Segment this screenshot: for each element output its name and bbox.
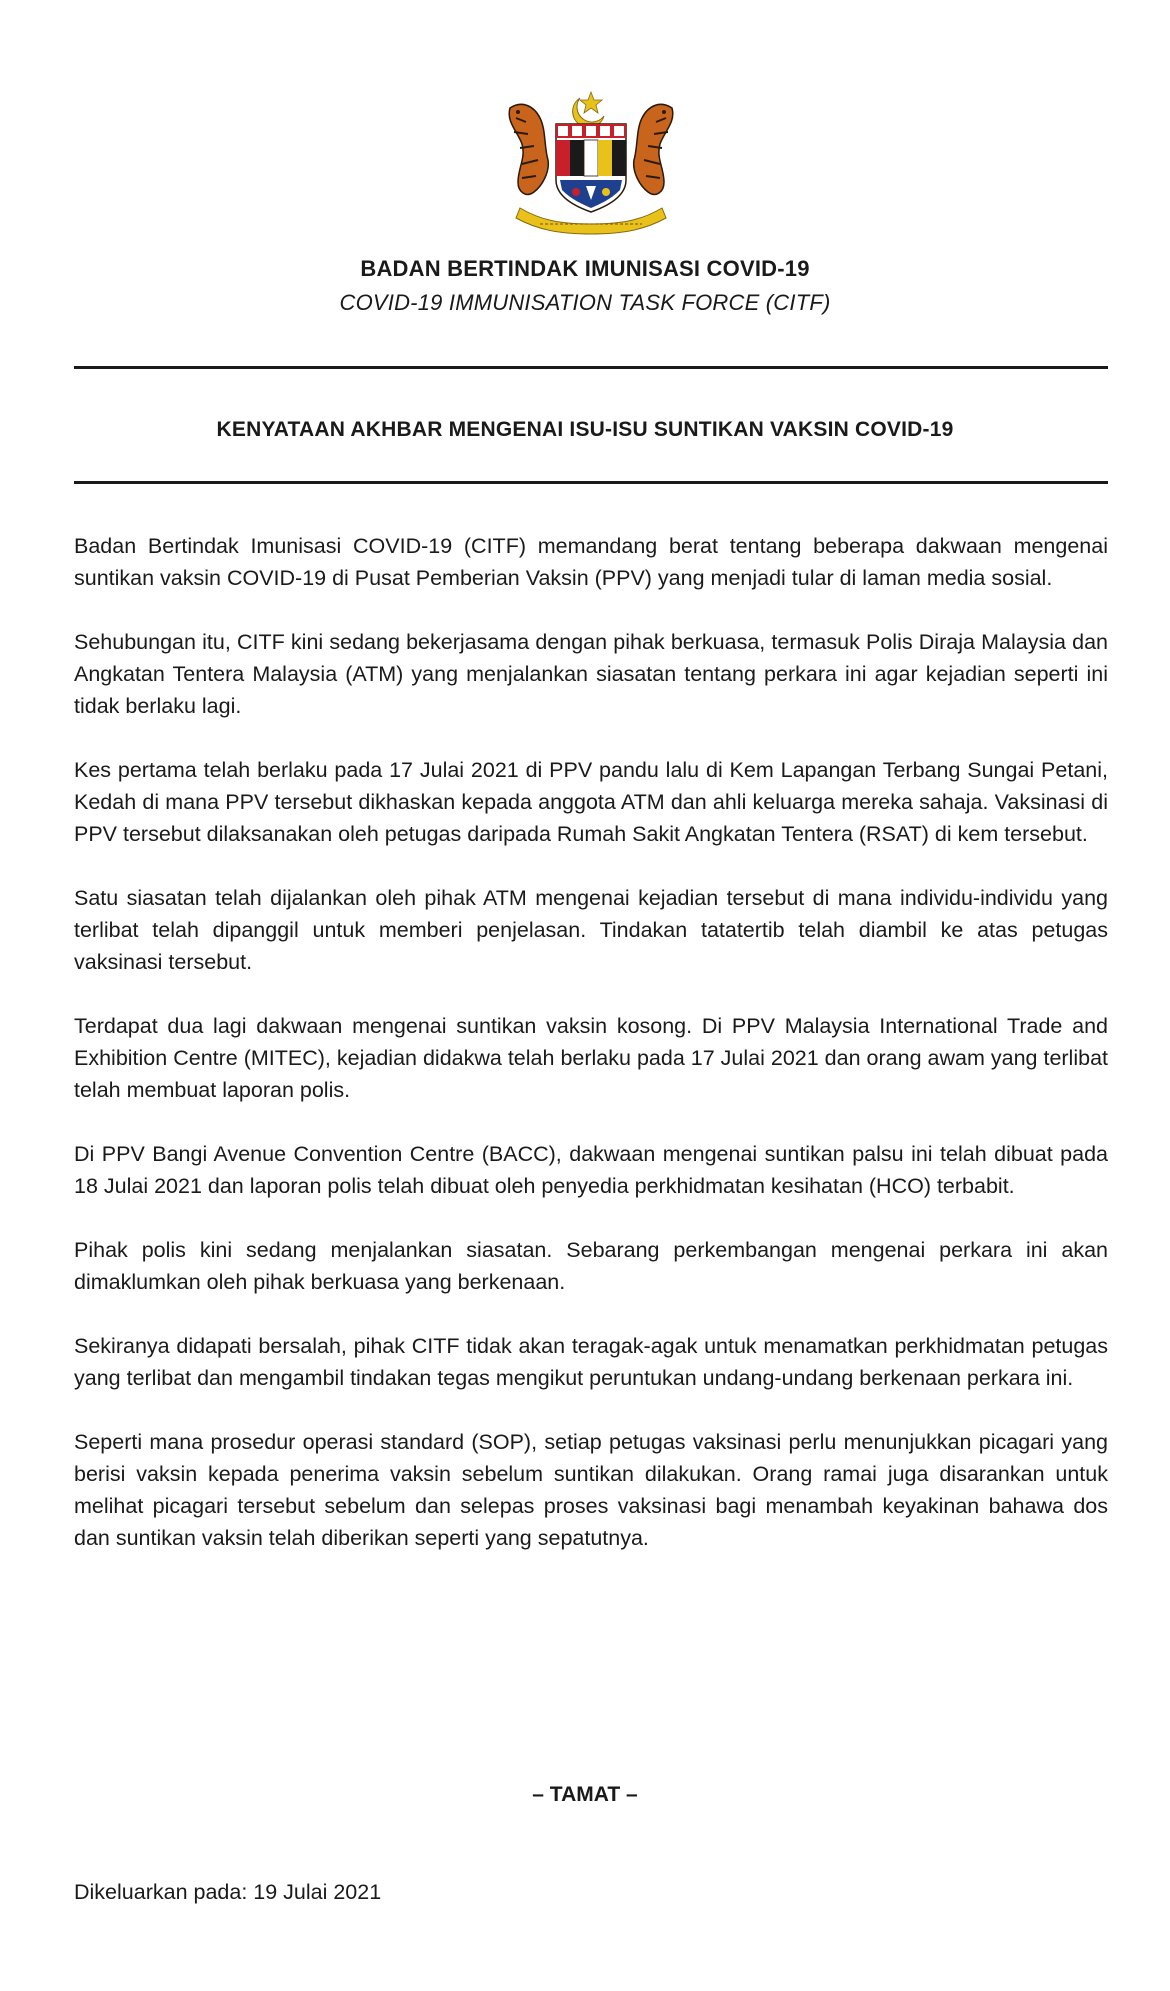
statement-body <box>74 530 1108 1586</box>
statement-title: KENYATAAN AKHBAR MENGENAI ISU-ISU SUNTIKAN VAKSIN COVID-19 <box>216 418 954 441</box>
paragraph: Seperti mana prosedur operasi standard (SOP), setiap petugas vaksinasi perlu menunjukkan picagari yang berisi vaksin kepada penerima vaksin sebelum suntikan dilakukan. Orang ramai juga disarankan untuk melihat picagari tersebut sebelum dan selepas proses vaksinasi bagi menambah keyakinan bahawa dos dan suntikan vaksin telah diberikan seperti yang sepatutnya. <box>74 1430 1108 1550</box>
shield-icon <box>556 124 626 212</box>
divider-top <box>74 366 1108 369</box>
paragraph: Kes pertama telah berlaku pada 17 Julai 2021 di PPV pandu lalu di Kem Lapangan Terbang Sungai Petani, Kedah di mana PPV tersebut dikhaskan kepada anggota ATM dan ahli keluarga mereka sahaja. Vaksinasi di PPV tersebut dilaksanakan oleh petugas daripada Rumah Sakit Angkatan Tentera (RSAT) di kem tersebut. <box>74 758 1108 846</box>
right-tiger-icon <box>634 104 673 194</box>
paragraph: Terdapat dua lagi dakwaan mengenai suntikan vaksin kosong. Di PPV Malaysia International Trade and Exhibition Centre (MITEC), kejadian didakwa telah berlaku pada 17 Julai 2021 dan orang awam yang terlibat telah membuat laporan polis. <box>74 1014 1108 1102</box>
paragraph: Satu siasatan telah dijalankan oleh pihak ATM mengenai kejadian tersebut di mana individu-individu yang terlibat telah dipanggil untuk memberi penjelasan. Tindakan tatatertib telah diambil ke atas petugas vaksinasi tersebut. <box>74 886 1108 974</box>
divider-bottom <box>74 481 1108 484</box>
end-mark: – TAMAT – <box>532 1783 638 1806</box>
paragraph: Badan Bertindak Imunisasi COVID-19 (CITF) memandang berat tentang beberapa dakwaan mengenai suntikan vaksin COVID-19 di Pusat Pemberian Vaksin (PPV) yang menjadi tular di laman media sosial. <box>74 534 1108 590</box>
paragraph: Pihak polis kini sedang menjalankan siasatan. Sebarang perkembangan mengenai perkara ini akan dimaklumkan oleh pihak berkuasa yang berkenaan. <box>74 1238 1108 1294</box>
crescent-star-icon <box>573 92 604 127</box>
paragraph: Di PPV Bangi Avenue Convention Centre (BACC), dakwaan mengenai suntikan palsu ini telah dibuat pada 18 Julai 2021 dan laporan polis telah dibuat oleh penyedia perkhidmatan kesihatan (HCO) terbabit. <box>74 1142 1108 1198</box>
issued-date: Dikeluarkan pada: 19 Julai 2021 <box>74 1880 382 1904</box>
left-tiger-icon <box>509 104 548 194</box>
org-title: BADAN BERTINDAK IMUNISASI COVID-19 <box>360 256 810 281</box>
paragraph: Sekiranya didapati bersalah, pihak CITF tidak akan teragak-agak untuk menamatkan perkhidmatan petugas yang terlibat dan mengambil tindakan tegas mengikut peruntukan undang-undang berkenaan perkara ini. <box>74 1334 1108 1390</box>
coat-of-arms-icon <box>500 88 682 236</box>
paragraph: Sehubungan itu, CITF kini sedang bekerjasama dengan pihak berkuasa, termasuk Polis Diraja Malaysia dan Angkatan Tentera Malaysia (ATM) yang menjalankan siasatan tentang perkara ini agar kejadian seperti ini tidak berlaku lagi. <box>74 630 1108 718</box>
org-subtitle: COVID-19 IMMUNISATION TASK FORCE (CITF) <box>339 290 831 315</box>
